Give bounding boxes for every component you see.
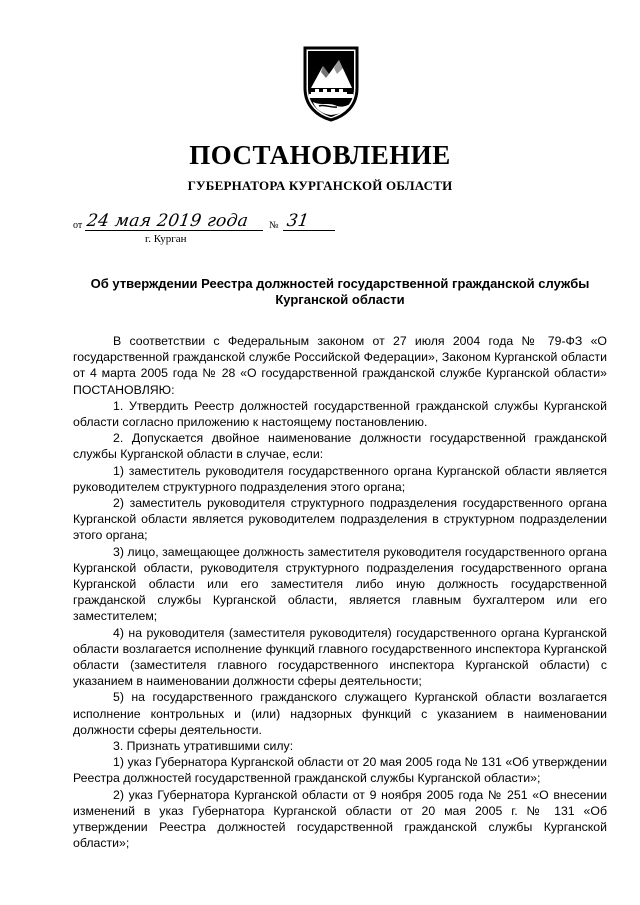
handwritten-number: 31 [285, 211, 311, 231]
paragraph: 2) указ Губернатора Курганской области от 9 ноября 2005 года № 251 «О внесении изменений в указ Губернатора Курганской области от 20 мая 2005 г. № 131 «Об утверждении Реестра должностей государственной гражданской службы Курганской области»; [73, 787, 607, 851]
document-type-title: ПОСТАНОВЛЕНИЕ [189, 140, 451, 170]
paragraph: 1) заместитель руководителя государственного органа Курганской области является руководителем структурного подразделения этого органа; [73, 463, 607, 494]
date-underline [85, 230, 263, 231]
paragraph: 1. Утвердить Реестр должностей государственной гражданской службы Курганской области согласно приложению к настоящему постановлению. [73, 398, 607, 430]
document-body [73, 333, 607, 852]
paragraph: 2. Допускается двойное наименование должности государственной гражданской службы Курганской области в случае, если: [73, 431, 607, 462]
paragraph: 5) на государственного гражданского служащего Курганской области возлагается исполнение контрольных и (или) надзорных функций с указанием в наименовании должности сферы деятельности. [73, 690, 607, 737]
city-label: г. Курган [145, 233, 187, 245]
date-number-block [73, 211, 343, 248]
coat-of-arms-icon [299, 44, 363, 122]
paragraph: 3) лицо, замещающее должность заместителя руководителя государственного органа Курганской области, руководителя структурного подразделения государственного органа Курганской области или его заместителя либо иную должность государственной гражданской службы Курганской области, является главным бухгалтером или его заместителем; [73, 544, 607, 624]
issuing-authority: ГУБЕРНАТОРА КУРГАНСКОЙ ОБЛАСТИ [187, 178, 453, 193]
handwritten-date: 24 мая 2019 года [85, 211, 250, 231]
paragraph: 3. Признать утратившими силу: [113, 739, 294, 754]
paragraph: В соответствии с Федеральным законом от 27 июля 2004 года № 79-ФЗ «О государственной гражданской службе Российской Федерации», Законом Курганской области от 4 марта 2005 года № 28 «О государственной гражданской службе Курганской области» ПОСТАНОВЛЯЮ: [73, 334, 607, 397]
paragraph: 2) заместитель руководителя структурного подразделения государственного органа Курганской области является руководителем подразделения в структурном подразделении этого органа; [73, 496, 607, 543]
number-label: № [269, 220, 279, 231]
date-prefix: от [73, 220, 83, 231]
number-underline [283, 230, 335, 231]
document-heading: Об утверждении Реестра должностей государственной гражданской службы Курганской области [90, 276, 590, 307]
paragraph: 4) на руководителя (заместителя руководителя) государственного органа Курганской области возлагается исполнение функций главного государственного инспектора Курганской области (заместителя главного государственного инспектора Курганской области) с указанием в наименовании должности сферы деятельности; [73, 625, 607, 689]
paragraph: 1) указ Губернатора Курганской области от 20 мая 2005 года № 131 «Об утверждении Реестра должностей государственной гражданской службы Курганской области»; [73, 755, 607, 786]
